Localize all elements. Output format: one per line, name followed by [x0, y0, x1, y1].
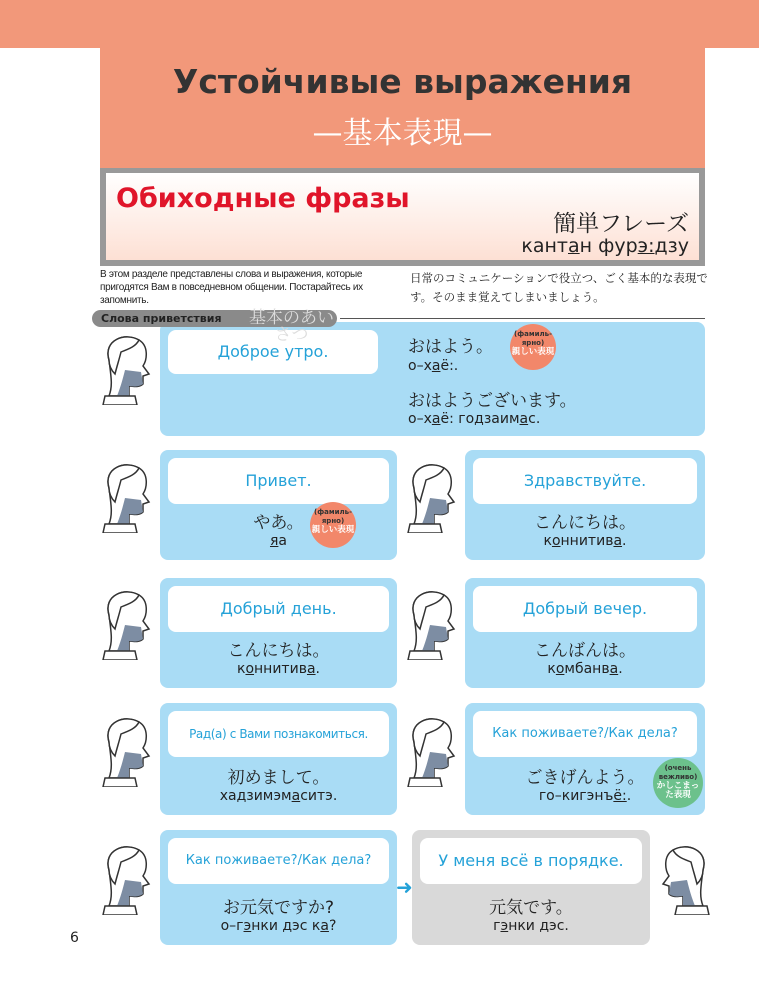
phrase-reading: о–гэнки дэс ка?	[220, 918, 337, 934]
section-title-reading: кантан фурэ:дзу	[521, 235, 689, 257]
phrase-reading: яа	[269, 533, 287, 549]
phrase-ru: Как поживаете?/Как дела?	[168, 838, 389, 884]
phrase-reading: коннитива.	[543, 533, 627, 549]
person-head-icon	[400, 712, 462, 787]
phrase-card-how-are-you	[160, 830, 397, 945]
phrase-jp: 初めまして。	[227, 768, 330, 788]
phrase-ru: Здравствуйте.	[473, 458, 697, 504]
phrase-card-im-fine	[412, 830, 650, 945]
phrase-jp: こんにちは。	[227, 641, 330, 661]
person-head-icon	[95, 458, 157, 533]
familiar-badge: (фамиль-ярно) 親しい表現	[510, 324, 556, 370]
phrase-jp: こんばんは。	[534, 641, 636, 661]
phrase-jp: 元気です。	[489, 898, 573, 918]
phrase-card-good-morning: Доброе утро. おはよう。 о–хаё:. おはようございます。 о–хаё: годзаимас. (фамиль-ярно) 親しい表現	[160, 322, 705, 436]
person-head-icon	[400, 458, 462, 533]
phrase-reading: коннитива.	[236, 661, 320, 677]
phrase-jp: ごきげんよう。	[525, 768, 645, 788]
phrase-jp: やあ。	[253, 513, 304, 533]
phrase-card-how-are-you-polite	[465, 703, 705, 815]
person-head-icon	[95, 840, 157, 915]
page-number: 6	[70, 930, 79, 946]
phrase-ru: Добрый день.	[168, 586, 389, 632]
person-head-icon	[655, 840, 717, 915]
phrase-reading: хадзимэмаситэ.	[219, 788, 338, 804]
section-header: Слова приветствия 基本のあいさつ	[92, 310, 337, 327]
phrase-reading: го–кигэнъё:.	[538, 788, 632, 804]
phrase-card-good-evening	[465, 578, 705, 688]
page-title: Устойчивые выражения	[172, 62, 633, 101]
familiar-badge: (фамиль-ярно) 親しい表現	[310, 502, 356, 548]
section-title-box	[100, 168, 705, 266]
phrase-ru: У меня всё в порядке.	[420, 838, 642, 884]
phrase-ru: Как поживаете?/Как дела?	[473, 711, 697, 757]
phrase-card-good-day	[160, 578, 397, 688]
intro-ru: В этом разделе представлены слова и выражения, которые пригодятся Вам в повседневном общении. Постарайтесь их запомнить.	[100, 269, 363, 306]
intro-jp: 日常のコミュニケーションで役立つ、ごく基本的な表現です。そのまま覚えてしまいましょう。	[410, 271, 708, 304]
phrase-ru: Привет.	[168, 458, 389, 504]
person-head-icon	[95, 330, 157, 405]
phrase-card-hello	[465, 450, 705, 560]
phrase-ru: Добрый вечер.	[473, 586, 697, 632]
page-subtitle: —基本表現—	[312, 116, 493, 151]
phrase-card-nice-to-meet	[160, 703, 397, 815]
phrase-ru: Рад(а) с Вами познакомиться.	[168, 711, 389, 757]
polite-badge: (очень вежливо) かしこまった表現	[653, 758, 703, 808]
person-head-icon	[95, 712, 157, 787]
person-head-icon	[400, 585, 462, 660]
phrase-reading: комбанва.	[547, 661, 623, 677]
section-title-jp: 簡単フレーズ	[553, 211, 689, 237]
phrase-jp: お元気ですか?	[222, 898, 335, 918]
person-head-icon	[95, 585, 157, 660]
phrase-jp: こんにちは。	[534, 513, 636, 533]
arrow-right-icon: ➜	[396, 875, 413, 899]
divider	[340, 318, 705, 319]
phrase-reading: гэнки дэс.	[493, 918, 569, 934]
section-title-ru: Обиходные фразы	[116, 183, 410, 214]
phrase-card-hi	[160, 450, 397, 560]
